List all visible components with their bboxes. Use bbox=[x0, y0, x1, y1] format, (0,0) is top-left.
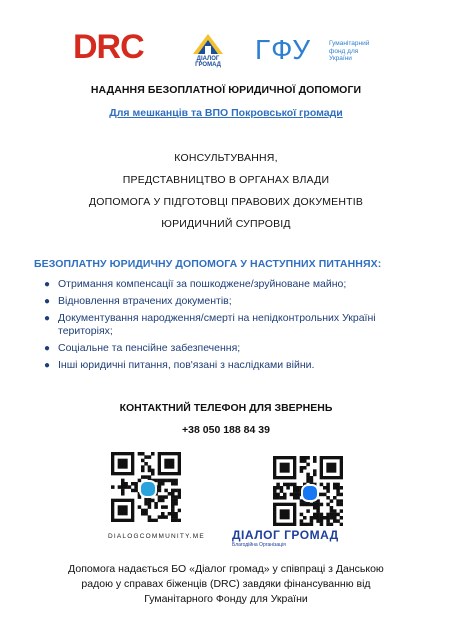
telegram-qr-code[interactable] bbox=[111, 452, 181, 522]
topic-item: ● Відновлення втрачених документів; bbox=[44, 295, 232, 307]
topics-list bbox=[44, 278, 424, 376]
footer-note bbox=[0, 562, 452, 607]
bullet-icon: ● bbox=[44, 296, 51, 307]
org-subtitle: Благодійна Організація bbox=[232, 542, 286, 548]
org-name: ДІАЛОГ ГРОМАД bbox=[232, 528, 339, 542]
gfu-logo: ГФУ bbox=[255, 34, 311, 65]
bullet-icon: ● bbox=[44, 279, 51, 290]
gfu-logo-subtitle bbox=[329, 40, 389, 63]
contact-heading: КОНТАКТНИЙ ТЕЛЕФОН ДЛЯ ЗВЕРНЕНЬ bbox=[119, 402, 333, 414]
footer-line: Гуманітарного Фонду для України bbox=[144, 593, 308, 605]
footer-line: радою у справах біженців (DRC) завдяки фінансуванню від bbox=[81, 578, 371, 590]
service-item: КОНСУЛЬТУВАННЯ, bbox=[174, 152, 278, 164]
service-item: ЮРИДИЧНИЙ СУПРОВІД bbox=[161, 218, 291, 230]
gfu-subtitle-line: України bbox=[329, 55, 352, 62]
service-item: ПРЕДСТАВНИЦТВО В ОРГАНАХ ВЛАДИ bbox=[122, 174, 330, 186]
page-title: НАДАННЯ БЕЗОПЛАТНОЇ ЮРИДИЧНОЇ ДОПОМОГИ bbox=[90, 84, 362, 96]
service-item: ДОПОМОГА У ПІДГОТОВЦІ ПРАВОВИХ ДОКУМЕНТІВ bbox=[88, 196, 364, 208]
dialog-logo-label: ДІАЛОГ ГРОМАД bbox=[195, 56, 221, 68]
gfu-subtitle-line: фонд для bbox=[329, 47, 359, 55]
contact-phone[interactable]: +38 050 188 84 39 bbox=[182, 424, 270, 436]
topic-item: ● Соціальне та пенсійне забезпечення; bbox=[44, 342, 241, 354]
topic-item: ● Отримання компенсації за пошкоджене/зруйноване майно; bbox=[44, 278, 347, 290]
topics-heading: БЕЗОПЛАТНУ ЮРИДИЧНУ ДОПОМОГА У НАСТУПНИХ ПИТАННЯХ: bbox=[34, 258, 382, 270]
drc-logo: DRC bbox=[73, 28, 144, 66]
footer-line: Допомога надається БО «Діалог громад» у співпраці з Данською bbox=[68, 563, 384, 575]
facebook-qr-code[interactable] bbox=[273, 456, 343, 526]
topic-item: ● Документування народження/смерті на непідконтрольних Україні територіях; bbox=[44, 312, 376, 337]
bullet-icon: ● bbox=[44, 343, 51, 354]
page-subtitle: Для мешканців та ВПО Покровської громади bbox=[109, 107, 343, 119]
topic-item: ● Інші юридичні питання, пов'язані з наслідками війни. bbox=[44, 359, 315, 371]
website-link[interactable]: DIALOGCOMMUNITY.ME bbox=[108, 533, 205, 540]
telegram-icon bbox=[139, 480, 157, 498]
bullet-icon: ● bbox=[44, 360, 51, 371]
bullet-icon: ● bbox=[44, 313, 51, 324]
gfu-subtitle-line: Гуманітарний bbox=[329, 40, 370, 47]
facebook-icon bbox=[301, 484, 319, 502]
